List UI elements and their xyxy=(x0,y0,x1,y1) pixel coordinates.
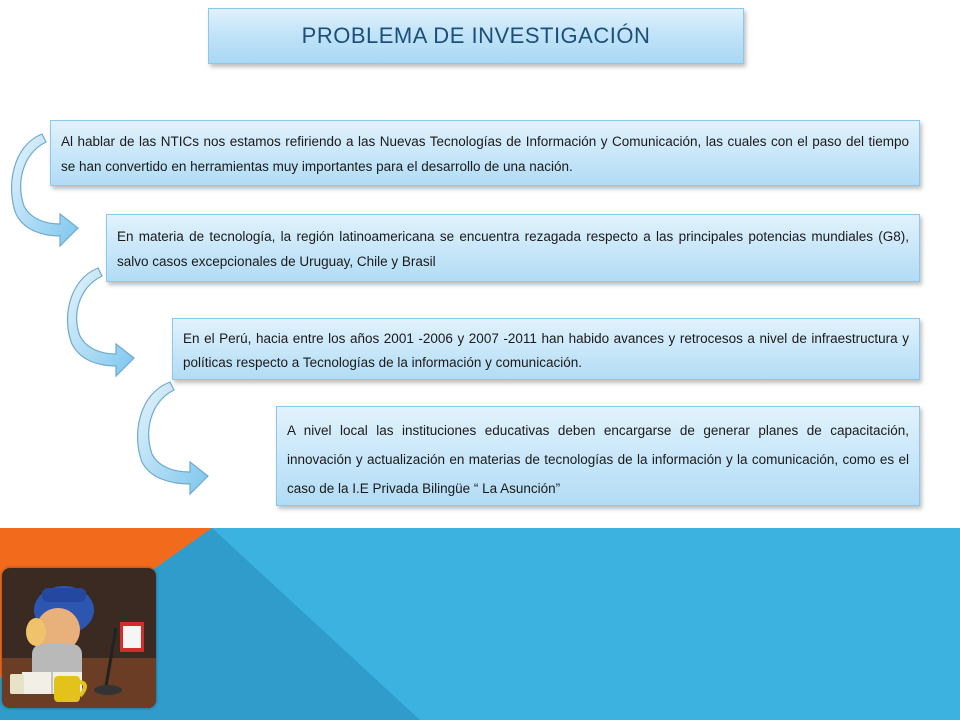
slide-title: PROBLEMA DE INVESTIGACIÓN xyxy=(301,23,651,48)
student-studying-illustration xyxy=(2,568,156,708)
curved-arrow-icon xyxy=(58,262,138,382)
paragraph-box-latinoamerica: En materia de tecnología, la región latinoamericana se encuentra rezagada respecto a las principales potencias mundiales (G8), salvo casos excepcionales de Uruguay, Chile y Brasil xyxy=(106,214,920,282)
curved-arrow-icon xyxy=(128,376,212,500)
curved-arrow-icon xyxy=(2,128,82,252)
paragraph-box-peru: En el Perú, hacia entre los años 2001 -2006 y 2007 -2011 han habido avances y retrocesos a nivel de infraestructura y políticas respecto a Tecnologías de la información y comunicación. xyxy=(172,318,920,380)
title-box xyxy=(208,8,744,64)
paragraph-box-local: A nivel local las instituciones educativas deben encargarse de generar planes de capacitación, innovación y actualización en materias de tecnologías de la información y la comunicación, como es el caso de la I.E Privada Bilingüe “ La Asunción” xyxy=(276,406,920,506)
paragraph-box-ntics: Al hablar de las NTICs nos estamos refiriendo a las Nuevas Tecnologías de Información y Comunicación, las cuales con el paso del tiempo se han convertido en herramientas muy importantes para el desarrollo de una nación. xyxy=(50,120,920,186)
